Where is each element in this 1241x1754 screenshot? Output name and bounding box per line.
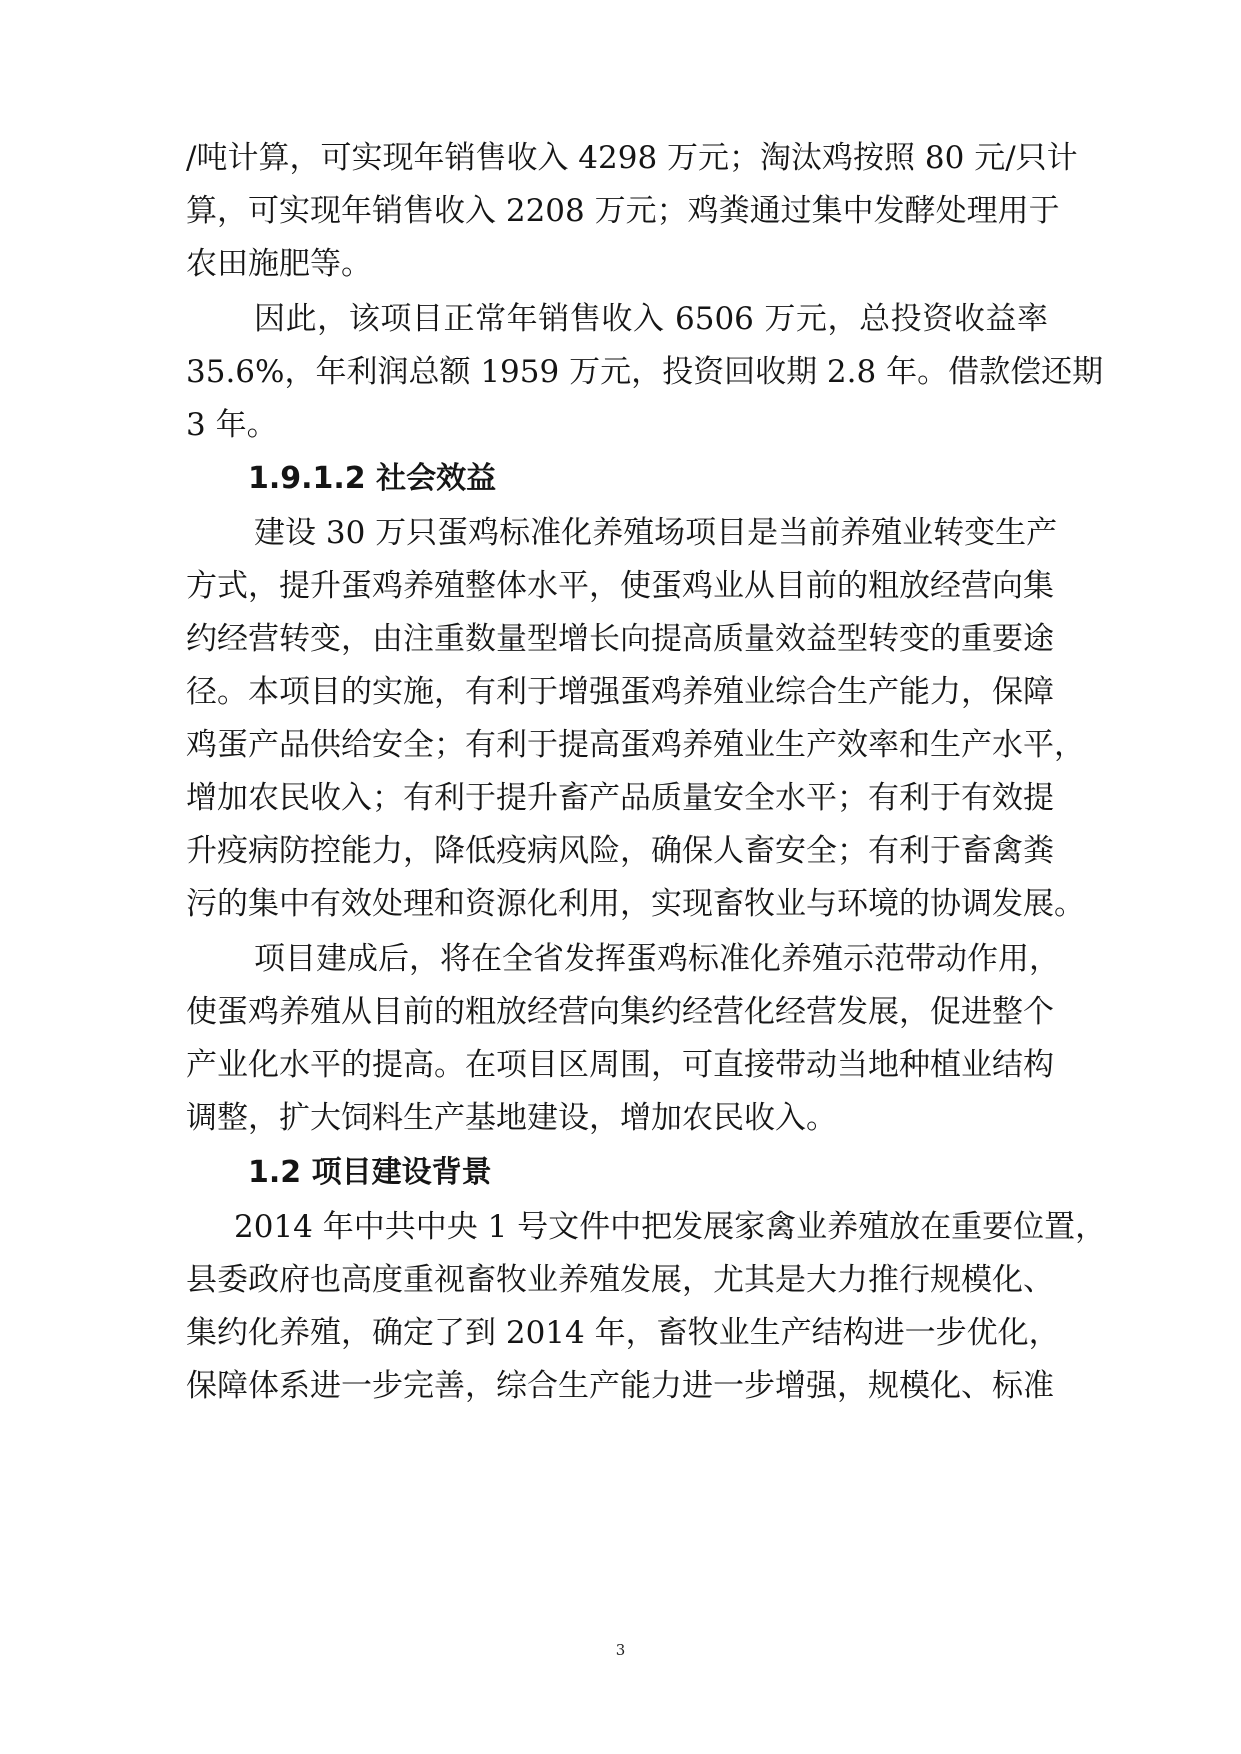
section-heading-project-background: 1.2 项目建设背景 (248, 1155, 492, 1190)
paragraph-3-line-1: 建设 30 万只蛋鸡标准化养殖场项目是当前养殖业转变生产 (254, 515, 1058, 551)
paragraph-1-line-1: /吨计算，可实现年销售收入 4298 万元；淘汰鸡按照 80 元/只计 (186, 140, 1078, 176)
section-heading-social-benefit: 1.9.1.2 社会效益 (248, 461, 497, 496)
paragraph-3-line-5: 鸡蛋产品供给安全；有利于提高蛋鸡养殖业生产效率和生产水平， (186, 727, 1085, 763)
paragraph-3-line-7: 升疫病防控能力，降低疫病风险，确保人畜安全；有利于畜禽粪 (186, 833, 1054, 869)
paragraph-5-line-4: 保障体系进一步完善，综合生产能力进一步增强，规模化、标准 (186, 1368, 1054, 1404)
paragraph-1-line-2: 算，可实现年销售收入 2208 万元；鸡粪通过集中发酵处理用于 (186, 193, 1060, 229)
paragraph-1-line-3: 农田施肥等。 (186, 246, 372, 282)
paragraph-2-line-2: 35.6%，年利润总额 1959 万元，投资回收期 2.8 年。借款偿还期 (186, 354, 1104, 390)
paragraph-3-line-8: 污的集中有效处理和资源化利用，实现畜牧业与环境的协调发展。 (186, 886, 1085, 922)
paragraph-4-line-2: 使蛋鸡养殖从目前的粗放经营向集约经营化经营发展，促进整个 (186, 994, 1054, 1030)
paragraph-2-line-3: 3 年。 (186, 407, 278, 443)
paragraph-2-line-1: 因此，该项目正常年销售收入 6506 万元，总投资收益率 (254, 301, 1048, 337)
page-number: 3 (615, 1641, 626, 1659)
paragraph-4-line-1: 项目建成后，将在全省发挥蛋鸡标准化养殖示范带动作用， (254, 941, 1060, 977)
paragraph-3-line-2: 方式，提升蛋鸡养殖整体水平，使蛋鸡业从目前的粗放经营向集 (186, 568, 1054, 604)
paragraph-3-line-4: 径。本项目的实施，有利于增强蛋鸡养殖业综合生产能力，保障 (186, 674, 1054, 710)
paragraph-3-line-3: 约经营转变，由注重数量型增长向提高质量效益型转变的重要途 (186, 621, 1054, 657)
paragraph-5-line-1: 2014 年中共中央 1 号文件中把发展家禽业养殖放在重要位置， (234, 1209, 1107, 1245)
paragraph-4-line-3: 产业化水平的提高。在项目区周围，可直接带动当地种植业结构 (186, 1047, 1054, 1083)
paragraph-5-line-2: 县委政府也高度重视畜牧业养殖发展，尤其是大力推行规模化、 (186, 1262, 1054, 1298)
paragraph-4-line-4: 调整，扩大饲料生产基地建设，增加农民收入。 (186, 1100, 837, 1136)
paragraph-3-line-6: 增加农民收入；有利于提升畜产品质量安全水平；有利于有效提 (186, 780, 1054, 816)
paragraph-5-line-3: 集约化养殖，确定了到 2014 年，畜牧业生产结构进一步优化， (186, 1315, 1060, 1351)
